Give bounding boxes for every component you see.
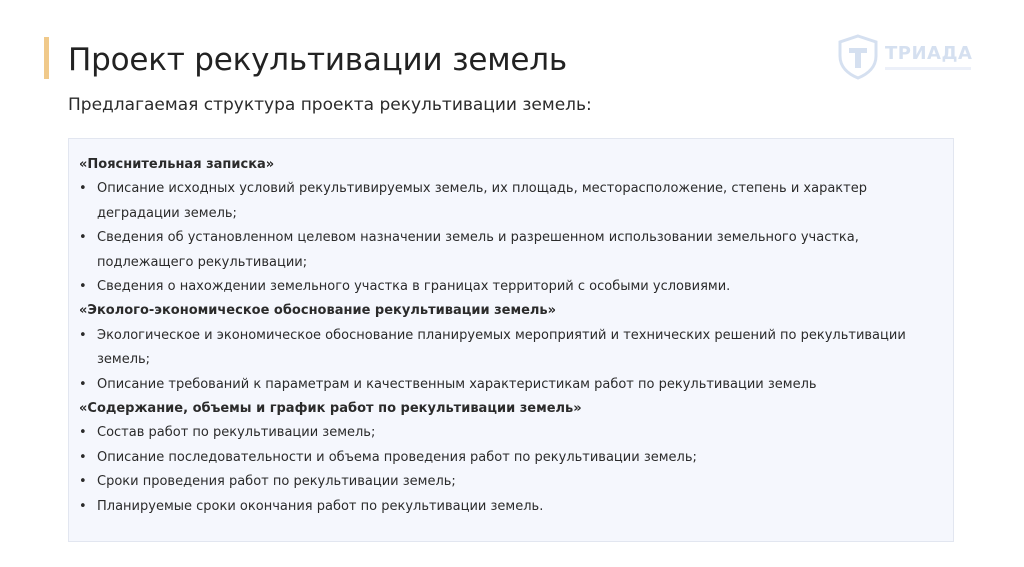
list-item-text: Планируемые сроки окончания работ по рекультивации земель. (97, 498, 544, 514)
section-heading: «Пояснительная записка» (79, 157, 275, 172)
list-item (79, 446, 943, 470)
bullet: • (79, 327, 87, 343)
bullet: • (79, 425, 87, 441)
section-heading: «Содержание, объемы и график работ по рекультивации земель» (79, 401, 582, 417)
page-title: Проект рекультивации земель (68, 42, 567, 78)
logo-tagline-line (885, 67, 971, 70)
bullet: • (79, 474, 87, 490)
list-item (79, 373, 943, 397)
content-panel (68, 138, 954, 542)
list-item (79, 470, 943, 494)
list-item (79, 226, 943, 275)
project-structure-list (79, 153, 943, 519)
list-item-text: Сроки проведения работ по рекультивации земель; (97, 474, 456, 490)
logo-name: ТРИАДА (885, 42, 973, 64)
list-item (79, 275, 943, 299)
bullet: • (79, 498, 87, 514)
section-heading: «Эколого-экономическое обоснование рекультивации земель» (79, 303, 557, 319)
list-item-text: Описание исходных условий рекультивируемых земель, их площадь, месторасположение, степень и характер деградации земель; (97, 181, 867, 221)
bullet: • (79, 230, 87, 246)
list-item (79, 324, 943, 373)
list-item-text: Описание требований к параметрам и качественным характеристикам работ по рекультивации земель (97, 376, 817, 392)
company-logo (836, 34, 972, 80)
bullet: • (79, 181, 87, 197)
list-item-text: Экологическое и экономическое обоснование планируемых мероприятий и технических решений по рекультивации земель; (97, 327, 906, 368)
bullet: • (79, 376, 87, 392)
list-item-text: Сведения о нахождении земельного участка в границах территорий с особыми условиями. (97, 279, 731, 295)
list-item-text: Состав работ по рекультивации земель; (97, 425, 376, 441)
bullet: • (79, 279, 87, 295)
list-item (79, 177, 943, 226)
list-item-text: Сведения об установленном целевом назначении земель и разрешенном использовании земельного участка, подлежащего рекультивации; (97, 230, 859, 270)
bullet: • (79, 449, 87, 465)
page-subtitle: Предлагаемая структура проекта рекультивации земель: (68, 95, 592, 115)
list-item (79, 495, 943, 519)
list-item-text: Описание последовательности и объема проведения работ по рекультивации земель; (97, 449, 697, 465)
shield-icon (836, 34, 880, 80)
title-accent-bar (44, 37, 49, 79)
list-item (79, 421, 943, 445)
